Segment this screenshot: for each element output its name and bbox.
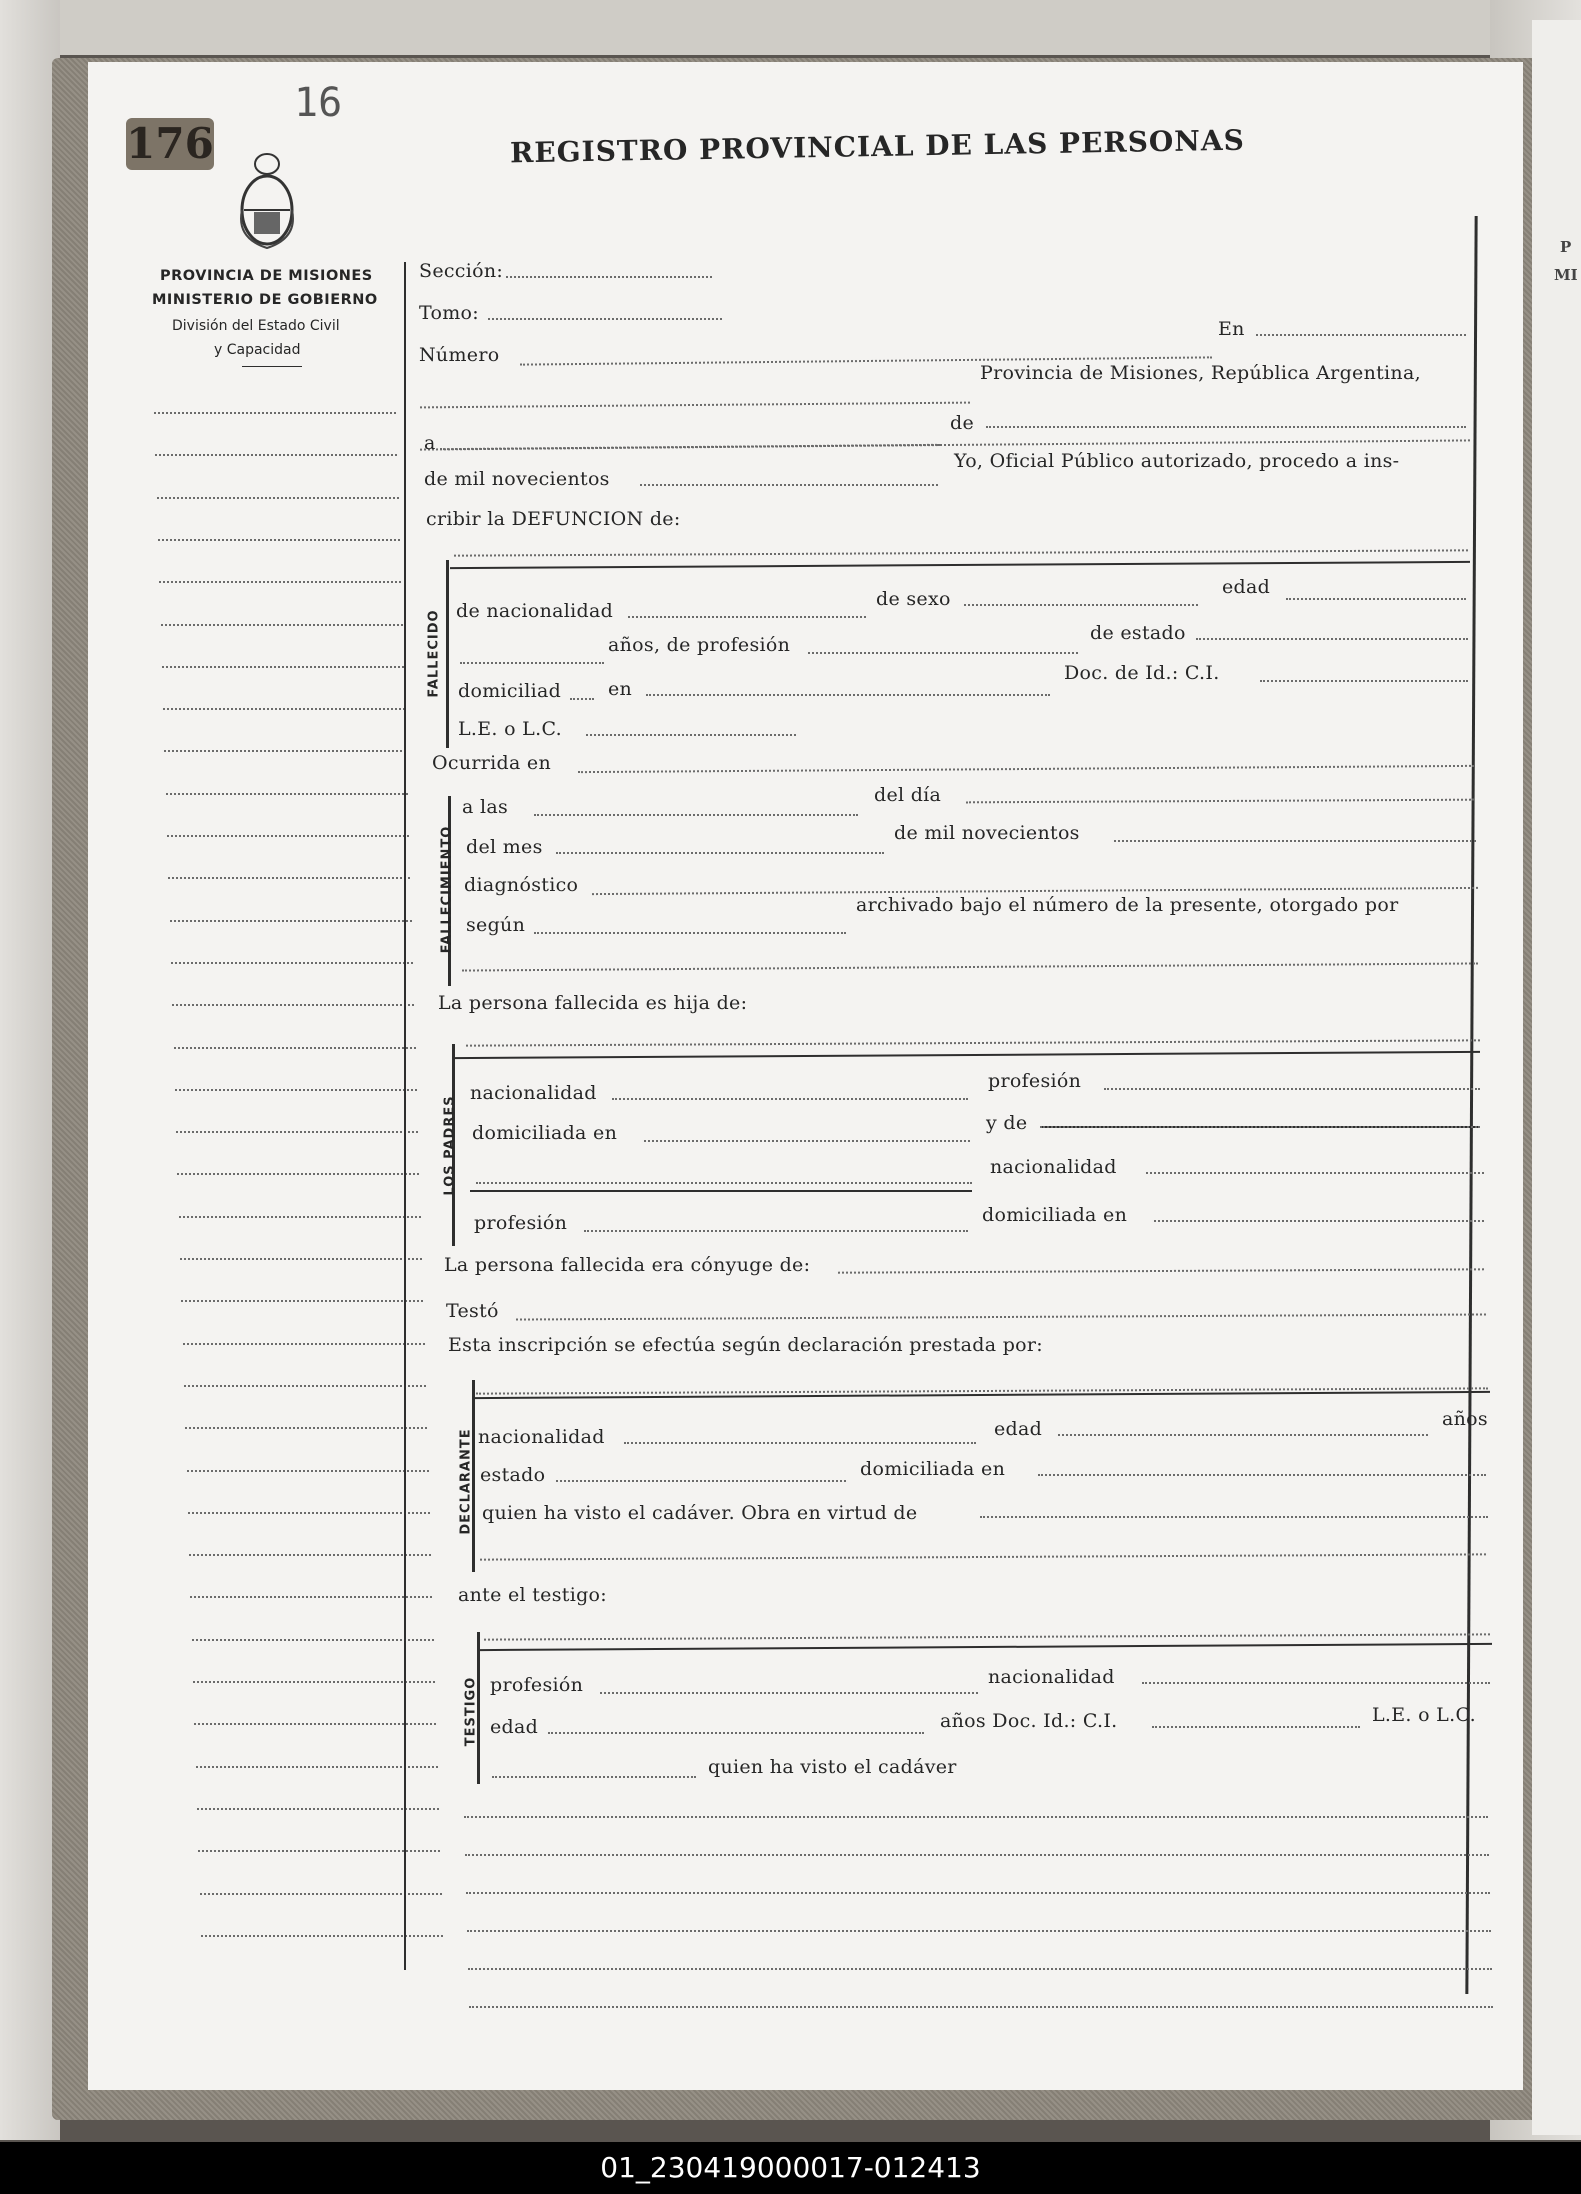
madre-nacionalidad-field[interactable] (1146, 1172, 1484, 1174)
margin-line[interactable] (184, 1385, 426, 1387)
padres-extra-field[interactable] (476, 1182, 972, 1184)
testigo-extra-field[interactable] (492, 1776, 696, 1778)
margin-line[interactable] (177, 1173, 419, 1175)
testigo-edad-label: edad (490, 1716, 539, 1738)
testigo-ci-field[interactable] (1152, 1726, 1360, 1728)
domicilio-field[interactable] (646, 694, 1050, 696)
conyuge-label: La persona fallecida era cónyuge de: (444, 1254, 811, 1276)
declarante-domiciliada-label: domiciliada en (860, 1458, 1006, 1480)
section-bar (446, 560, 449, 748)
margin-line[interactable] (158, 539, 400, 541)
testigo-edad-field[interactable] (548, 1732, 924, 1734)
segun-field[interactable] (534, 932, 846, 934)
en-field[interactable] (1256, 334, 1466, 336)
nacionalidad-field[interactable] (628, 616, 866, 618)
notes-line[interactable] (464, 1816, 1488, 1818)
margin-line[interactable] (174, 1047, 416, 1049)
margin-line[interactable] (181, 1300, 423, 1302)
y-de-label: y de (986, 1112, 1028, 1134)
a-las-label: a las (462, 796, 509, 818)
padre-nacionalidad-field[interactable] (612, 1098, 968, 1100)
margin-line[interactable] (172, 1004, 414, 1006)
edad-label: edad (1222, 576, 1271, 598)
testigo-nacionalidad-label: nacionalidad (988, 1666, 1115, 1688)
margin-line[interactable] (180, 1258, 422, 1260)
de-label: de (950, 412, 975, 434)
margin-line[interactable] (168, 877, 410, 879)
profesion-label: años, de profesión (608, 634, 791, 656)
margin-line[interactable] (197, 1808, 439, 1810)
notes-line[interactable] (468, 1968, 1492, 1970)
le-lc-field[interactable] (586, 734, 796, 736)
margin-line[interactable] (179, 1216, 421, 1218)
testigo-quien-text: quien ha visto el cadáver (708, 1756, 957, 1778)
folio-stamp: 176 (126, 119, 214, 168)
section-label-fallecido: FALLECIDO (426, 609, 442, 698)
declarante-nacionalidad-field[interactable] (624, 1442, 976, 1444)
archivado-text: archivado bajo el número de la presente, otorgado por (856, 894, 1399, 916)
mes-field[interactable] (556, 852, 884, 854)
ci-field[interactable] (1260, 680, 1468, 682)
hora-field[interactable] (534, 814, 858, 816)
section-label-testigo: TESTIGO (463, 1676, 479, 1747)
declarante-anos-label: años (1442, 1408, 1488, 1430)
estado-label: de estado (1090, 622, 1186, 644)
tomo-field[interactable] (488, 318, 722, 320)
sexo-label: de sexo (876, 588, 951, 610)
margin-line[interactable] (161, 624, 403, 626)
province-name: PROVINCIA DE MISIONES (160, 268, 373, 284)
margin-line[interactable] (159, 581, 401, 583)
seccion-label: Sección: (419, 260, 504, 282)
page-title: REGISTRO PROVINCIAL DE LAS PERSONAS (509, 123, 1246, 170)
division-name: División del Estado Civil (172, 318, 340, 334)
page-number: 16 (294, 80, 343, 126)
madre-profesion-field[interactable] (584, 1230, 968, 1232)
testo-label: Testó (446, 1300, 499, 1322)
margin-line[interactable] (163, 708, 405, 710)
madre-domicilio-field[interactable] (1154, 1220, 1484, 1222)
margin-line[interactable] (196, 1766, 438, 1768)
tomo-label: Tomo: (419, 302, 479, 324)
column-divider (404, 262, 406, 1970)
margin-line[interactable] (164, 750, 406, 752)
de-mil-novecientos-label: de mil novecientos (894, 822, 1080, 844)
notes-line[interactable] (469, 2006, 1493, 2008)
testigo-doc-label: años Doc. Id.: C.I. (940, 1710, 1118, 1732)
division-name-2: y Capacidad (214, 342, 301, 358)
ante-testigo-label: ante el testigo: (458, 1584, 607, 1606)
profesion-field[interactable] (808, 652, 1078, 654)
facing-page (1532, 20, 1581, 2135)
domiciliad-label: domiciliad (458, 680, 562, 702)
madre-nacionalidad-label: nacionalidad (990, 1156, 1117, 1178)
numero-label: Número (419, 344, 500, 366)
section-label-padres: LOS PADRES (442, 1095, 458, 1196)
notes-line[interactable] (467, 1930, 1491, 1932)
inscripcion-text: Esta inscripción se efectúa según declaración prestada por: (448, 1334, 1044, 1356)
facing-page-text: P (1560, 238, 1572, 256)
margin-line[interactable] (157, 497, 399, 499)
estado-field[interactable] (1196, 638, 1468, 640)
madre-name-field[interactable] (1040, 1126, 1480, 1128)
section-rule (470, 1190, 972, 1192)
testigo-le-lc-label: L.E. o L.C. (1372, 1704, 1476, 1726)
notes-line[interactable] (466, 1892, 1490, 1894)
declarante-virtud-field[interactable] (980, 1516, 1488, 1518)
ocurrida-label: Ocurrida en (432, 752, 552, 774)
provincia-text: Provincia de Misiones, República Argentina, (980, 362, 1421, 384)
domiciliad-suffix-field[interactable] (570, 698, 594, 700)
margin-line[interactable] (183, 1343, 425, 1345)
del-mes-label: del mes (466, 836, 543, 858)
de-mil-novecientos-label: de mil novecientos (424, 468, 610, 490)
margin-line[interactable] (201, 1935, 443, 1937)
diagnostico-label: diagnóstico (464, 874, 579, 896)
margin-line[interactable] (192, 1639, 434, 1641)
padre-nacionalidad-label: nacionalidad (470, 1082, 597, 1104)
margin-line[interactable] (155, 454, 397, 456)
scan-id-bar: 01_230419000017-012413 (0, 2142, 1581, 2194)
margin-line[interactable] (188, 1512, 430, 1514)
nacionalidad-label: de nacionalidad (456, 600, 614, 622)
de-field[interactable] (986, 426, 1466, 428)
padre-profesion-field[interactable] (1104, 1088, 1480, 1090)
a-label: a (424, 432, 436, 454)
margin-line[interactable] (171, 962, 413, 964)
declarante-domicilio-field[interactable] (1038, 1474, 1486, 1476)
margin-line[interactable] (190, 1596, 432, 1598)
margin-line[interactable] (185, 1427, 427, 1429)
margin-line[interactable] (194, 1723, 436, 1725)
margin-line[interactable] (193, 1681, 435, 1683)
le-lc-label: L.E. o L.C. (458, 718, 562, 740)
margin-line[interactable] (176, 1131, 418, 1133)
margin-line[interactable] (166, 793, 408, 795)
background-top (0, 0, 1581, 55)
declarante-estado-label: estado (480, 1464, 546, 1486)
ministry-name: MINISTERIO DE GOBIERNO (152, 292, 378, 308)
section-label-declarante: DECLARANTE (458, 1428, 474, 1535)
edad-field[interactable] (1286, 598, 1466, 600)
testigo-nacionalidad-field[interactable] (1142, 1682, 1490, 1684)
anos-field[interactable] (460, 662, 604, 664)
margin-line[interactable] (189, 1554, 431, 1556)
segun-label: según (466, 914, 526, 936)
en-label: en (608, 678, 633, 700)
inscribir-text: cribir la DEFUNCION de: (426, 508, 681, 530)
declarante-estado-field[interactable] (556, 1480, 846, 1482)
en-label: En (1218, 318, 1245, 340)
section-label-fallecimiento: FALLECIMIENTO (439, 825, 455, 954)
declarante-nacionalidad-label: nacionalidad (478, 1426, 605, 1448)
doc-id-label: Doc. de Id.: C.I. (1064, 662, 1220, 684)
ano-field[interactable] (1114, 840, 1476, 842)
madre-profesion-label: profesión (474, 1212, 568, 1234)
notes-line[interactable] (465, 1854, 1489, 1856)
declarante-edad-label: edad (994, 1418, 1043, 1440)
background-left (0, 0, 60, 2140)
testigo-profesion-field[interactable] (600, 1692, 978, 1694)
oficial-text: Yo, Oficial Público autorizado, procedo a ins- (954, 450, 1400, 472)
del-dia-label: del día (874, 784, 942, 806)
testigo-profesion-label: profesión (490, 1674, 584, 1696)
declarante-edad-field[interactable] (1058, 1434, 1428, 1436)
padre-domicilio-field[interactable] (644, 1140, 970, 1142)
padre-profesion-label: profesión (988, 1070, 1082, 1092)
margin-line[interactable] (175, 1089, 417, 1091)
facing-page-text: MI (1554, 266, 1578, 284)
divider (242, 366, 302, 367)
sexo-field[interactable] (964, 604, 1198, 606)
margin-line[interactable] (167, 835, 409, 837)
madre-domiciliada-label: domiciliada en (982, 1204, 1128, 1226)
declarante-quien-text: quien ha visto el cadáver. Obra en virtud de (482, 1502, 918, 1524)
margin-line[interactable] (154, 412, 396, 414)
margin-line[interactable] (162, 666, 404, 668)
argentina-coat-of-arms-icon (232, 148, 302, 256)
year-field[interactable] (640, 484, 938, 486)
seccion-field[interactable] (506, 276, 712, 278)
padre-domiciliada-label: domiciliada en (472, 1122, 618, 1144)
hija-de-label: La persona fallecida es hija de: (438, 992, 748, 1014)
margin-line[interactable] (170, 920, 412, 922)
margin-line[interactable] (187, 1470, 429, 1472)
